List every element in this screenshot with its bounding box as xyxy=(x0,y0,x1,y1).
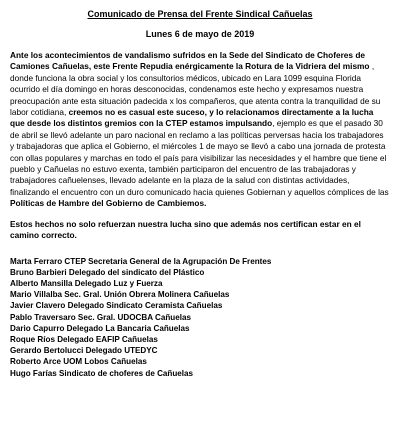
signatory: Roberto Arce UOM Lobos Cañuelas xyxy=(10,357,147,367)
document-title: Comunicado de Prensa del Frente Sindical Cañuelas xyxy=(87,9,313,19)
signatory: Marta Ferraro CTEP Secretaria General de la Agrupación De Frentes xyxy=(10,256,272,266)
signatory: Gerardo Bertolucci Delegado UTEDYC xyxy=(10,346,158,356)
signatories-list xyxy=(10,256,390,379)
document-date: Lunes 6 de mayo de 2019 xyxy=(145,29,255,39)
body-segment: creemos no es casual este suceso, y lo relacionamos directamente a la lucha que desde los distintos gremios con la CTEP estamos impulsando xyxy=(10,107,374,129)
body-segment: Políticas de Hambre del Gobierno de Cambiemos. xyxy=(10,198,207,209)
body-segment: , ejemplo es que el pasado 30 de abril se llevó adelante un paro nacional en reclamo a las políticas perversas hacia los trabajadores y trabajadoras que aplica el Gobierno, el miércoles 1 de mayo se llevó a cabo una jornada de protesta con ollas populares y marchas en todo el país para visibilizar las necesidades y el hambre que tiene el pueblo y Cañuelas no estuvo exenta, también participaron del encuentro de las trabajadoras y trabajadores cañuelenses, llevado adelante en la plaza de la salud con distintas actividades, finalizando el encuentro con un duro comunicado hacia quienes Gobiernan y aquellos cómplices de las xyxy=(10,118,389,197)
signatory: Dario Capurro Delegado La Bancaria Cañuelas xyxy=(10,323,190,333)
signatory: Hugo Farías Sindicato de choferes de Cañuelas xyxy=(10,368,194,378)
body-paragraph xyxy=(10,50,390,210)
signatory: Alberto Mansilla Delegado Luz y Fuerza xyxy=(10,278,163,288)
body-segment: Ante los acontecimientos de vandalismo sufridos en la Sede del Sindicato de Choferes de Camiones Cañuelas, este Frente Repudia enérgicamente la Rotura de la Vidriera del mismo xyxy=(10,50,370,72)
body-segment: , donde funciona la obra social y los consultorios médicos, ubicado en Lara 1099 esquina Florida ocurrido el día domingo en horas desconocidas, condenamos este hecho y expresamos nuestra preocupación ante esta situación padecida x los compañeros, que atenta contra la tranquilidad de su labor cotidiana, xyxy=(10,61,381,118)
signatory: Pablo Traversaro Sec. Gral. UDOCBA Cañuelas xyxy=(10,312,191,322)
signatory: Javier Clavero Delegado Sindicato Ceramista Cañuelas xyxy=(10,301,223,311)
signatory: Bruno Barbieri Delegado del sindicato del Plástico xyxy=(10,267,205,277)
signatory: Roque Ríos Delegado EAFIP Cañuelas xyxy=(10,334,158,344)
closing-paragraph: Estos hechos no solo refuerzan nuestra lucha sino que además nos certifican estar en el camino correcto. xyxy=(10,218,361,241)
signatory: Mario Villalba Sec. Gral. Unión Obrera Molinera Cañuelas xyxy=(10,290,230,300)
